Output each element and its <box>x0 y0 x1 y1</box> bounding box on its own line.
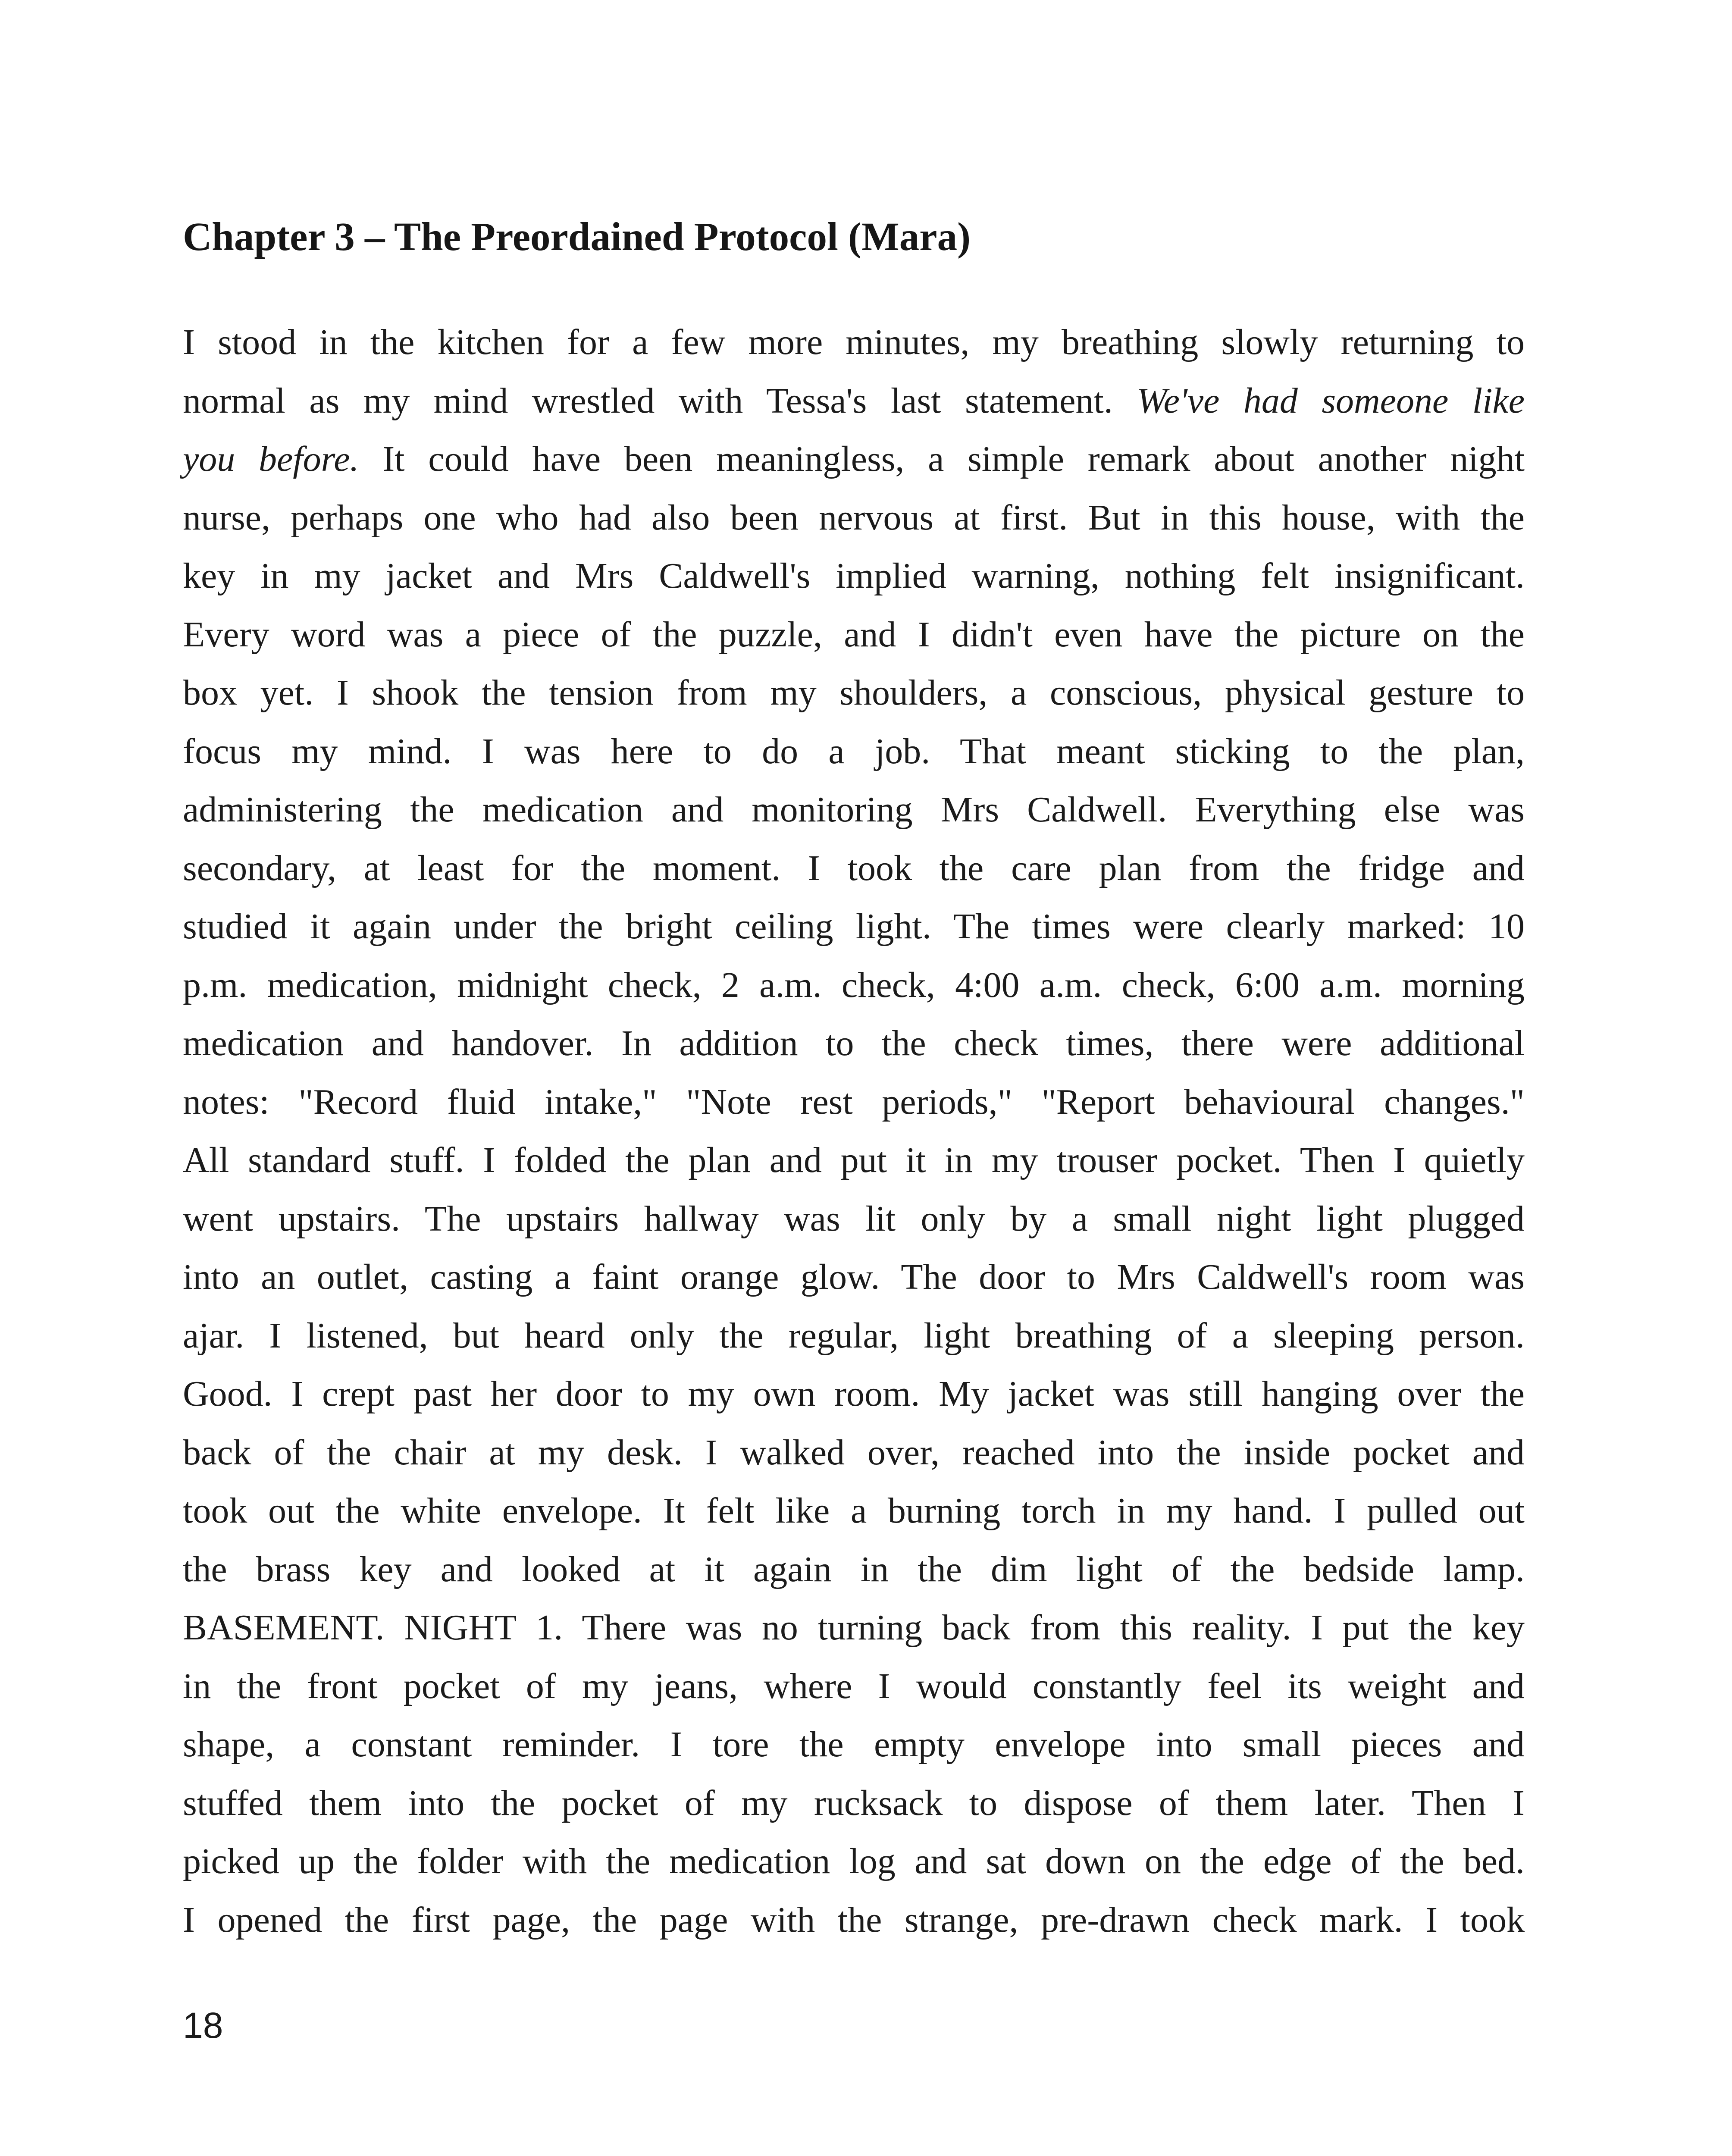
text-line: BASEMENT. NIGHT 1. There was no turning back from this reality. I put the key <box>183 1608 1525 1648</box>
text-line: in the front pocket of my jeans, where I would constantly feel its weight and <box>183 1666 1525 1706</box>
text-line: picked up the folder with the medication log and sat down on the edge of the bed. <box>183 1841 1525 1881</box>
text-line: studied it again under the bright ceiling light. The times were clearly marked: 10 <box>183 906 1525 946</box>
text-segment: It could have been meaningless, a simple remark about another night <box>382 439 1525 479</box>
page-number: 18 <box>183 2005 223 2046</box>
chapter-title: Chapter 3 – The Preordained Protocol (Mara) <box>183 215 971 259</box>
text-line <box>183 1949 1525 2008</box>
text-line: back of the chair at my desk. I walked over, reached into the inside pocket and <box>183 1432 1525 1473</box>
text-line: medication and handover. In addition to the check times, there were additional <box>183 1023 1525 1063</box>
text-line: went upstairs. The upstairs hallway was lit only by a small night light plugged <box>183 1198 1525 1239</box>
text-line: box yet. I shook the tension from my shoulders, a conscious, physical gesture to <box>183 673 1525 713</box>
text-line: the brass key and looked at it again in the dim light of the bedside lamp. <box>183 1549 1525 1589</box>
body-paragraph <box>183 313 1525 2008</box>
text-line: nurse, perhaps one who had also been nervous at first. But in this house, with the <box>183 497 1525 538</box>
italic-quote: you before. <box>183 439 359 479</box>
text-line: shape, a constant reminder. I tore the empty envelope into small pieces and <box>183 1724 1525 1764</box>
text-line: key in my jacket and Mrs Caldwell's implied warning, nothing felt insignificant. <box>183 556 1525 596</box>
text-line: focus my mind. I was here to do a job. That meant sticking to the plan, <box>183 731 1525 771</box>
text-line <box>183 430 1525 489</box>
text-line: notes: "Record fluid intake," "Note rest periods," "Report behavioural changes." <box>183 1081 1525 1122</box>
italic-quote: We've had someone like <box>1137 380 1525 421</box>
text-line: Good. I crept past her door to my own room. My jacket was still hanging over the <box>183 1374 1525 1414</box>
text-line: All standard stuff. I folded the plan and put it in my trouser pocket. Then I quietly <box>183 1140 1525 1180</box>
text-segment: normal as my mind wrestled with Tessa's last statement. <box>183 380 1113 421</box>
text-line: took out the white envelope. It felt like a burning torch in my hand. I pulled out <box>183 1491 1525 1531</box>
text-line: ajar. I listened, but heard only the regular, light breathing of a sleeping person. <box>183 1315 1525 1356</box>
text-line <box>183 372 1525 430</box>
text-line: I opened the first page, the page with the strange, pre-drawn check mark. I took <box>183 1899 1525 1940</box>
text-line: stuffed them into the pocket of my rucksack to dispose of them later. Then I <box>183 1783 1525 1823</box>
text-line: administering the medication and monitoring Mrs Caldwell. Everything else was <box>183 790 1525 830</box>
text-line: Every word was a piece of the puzzle, and I didn't even have the picture on the <box>183 614 1525 655</box>
text-line: I stood in the kitchen for a few more minutes, my breathing slowly returning to <box>183 322 1525 362</box>
text-line: p.m. medication, midnight check, 2 a.m. check, 4:00 a.m. check, 6:00 a.m. morning <box>183 965 1525 1005</box>
text-line: secondary, at least for the moment. I took the care plan from the fridge and <box>183 848 1525 888</box>
text-line: into an outlet, casting a faint orange glow. The door to Mrs Caldwell's room was <box>183 1257 1525 1297</box>
